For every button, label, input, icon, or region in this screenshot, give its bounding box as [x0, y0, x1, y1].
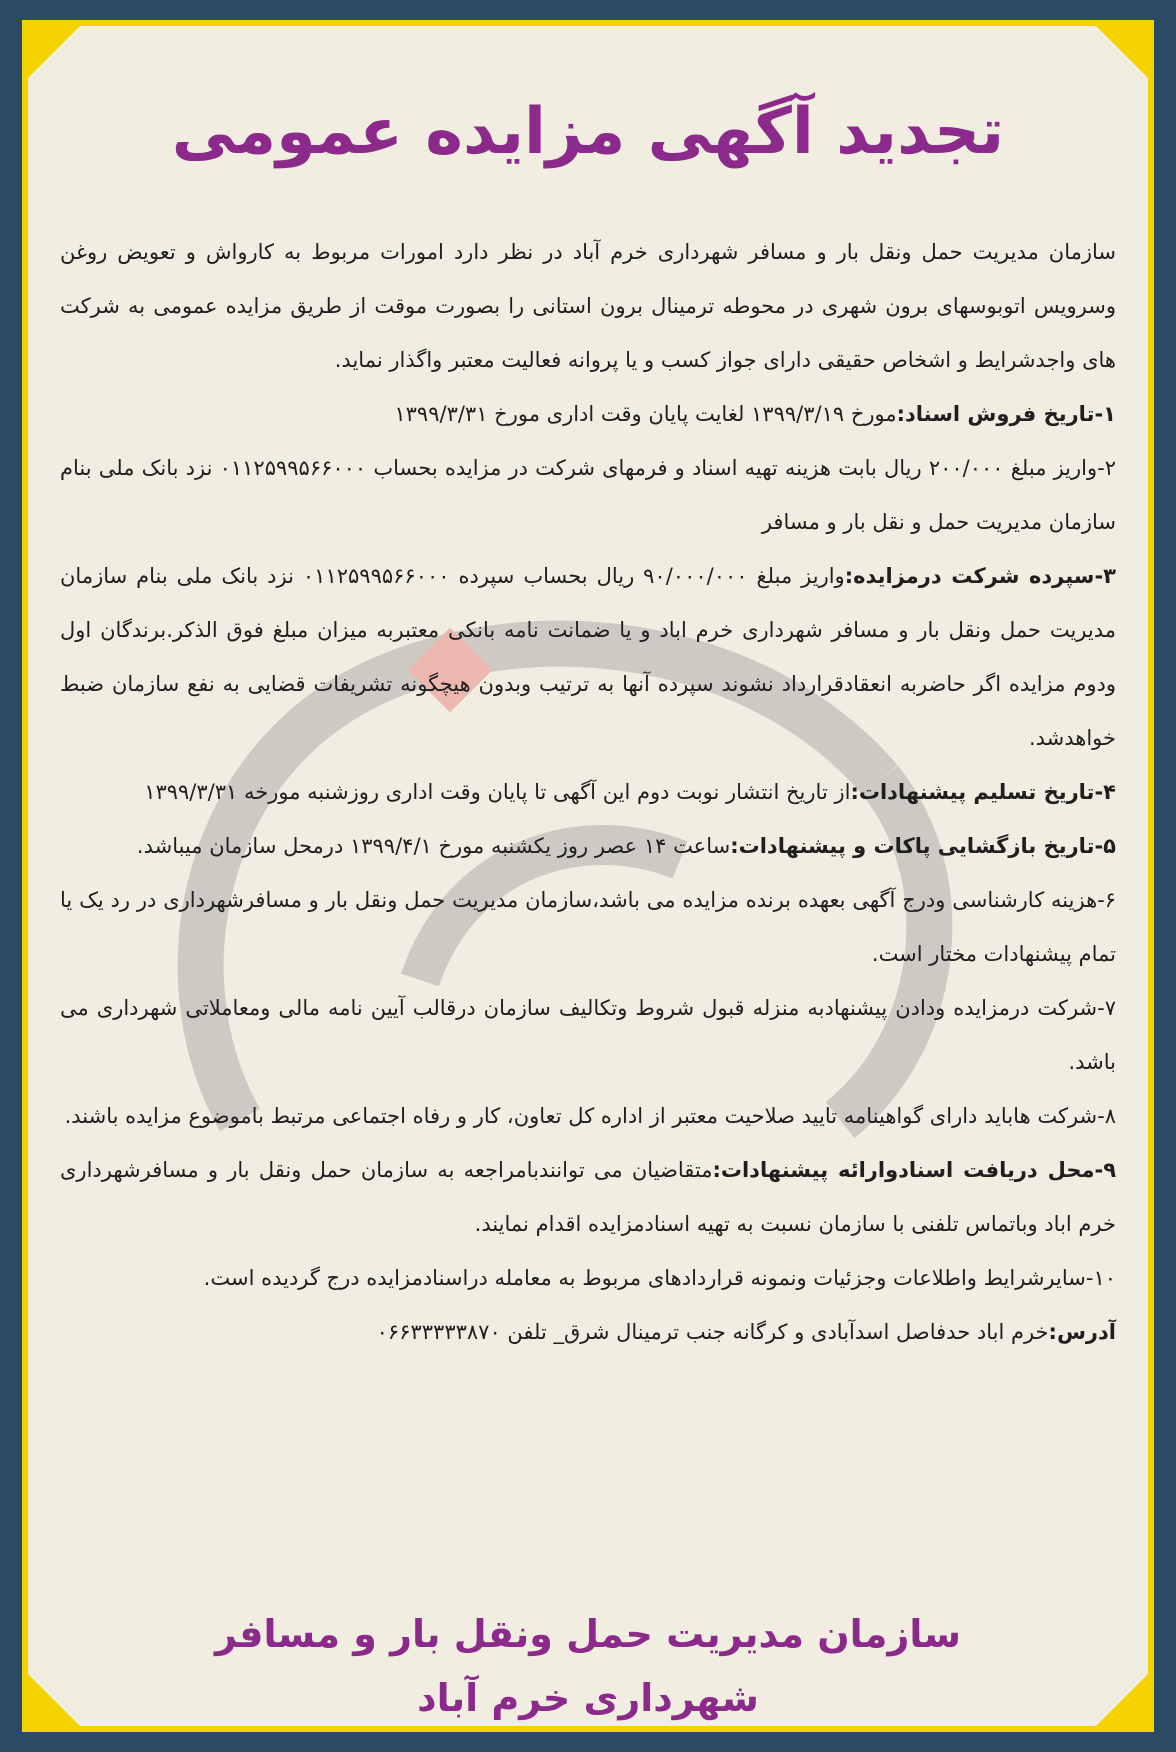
item-label: ۹-محل دریافت اسنادوارائه پیشنهادات:: [712, 1158, 1117, 1182]
item-text: از تاریخ انتشار نوبت دوم این آگهی تا پایان وقت اداری روزشنبه مورخه ۱۳۹۹/۳/۳۱: [144, 780, 851, 804]
item-2: [60, 441, 1116, 549]
address-text: خرم اباد حدفاصل اسدآبادی و کرگانه جنب ترمینال شرق_ تلفن ۰۶۶۳۳۳۳۳۸۷۰: [376, 1320, 1049, 1344]
item-text: ۶-هزینه کارشناسی ودرج آگهی بعهده برنده مزایده می باشد،سازمان مدیریت حمل ونقل بار و مسافرشهرداری در رد یک یا تمام پیشنهادات مختار است.: [60, 888, 1116, 966]
address-line: [60, 1305, 1116, 1359]
item-3: [60, 549, 1116, 765]
item-text: مورخ ۱۳۹۹/۳/۱۹ لغایت پایان وقت اداری مورخ ۱۳۹۹/۳/۳۱: [394, 402, 897, 426]
org-name-line-2: شهرداری خرم آباد: [417, 1676, 759, 1720]
item-label: ۱-تاریخ فروش اسناد:: [896, 402, 1116, 426]
address-label: آدرس:: [1048, 1320, 1116, 1344]
notice-body: [60, 225, 1116, 1359]
item-text: ساعت ۱۴ عصر روز یکشنبه مورخ ۱۳۹۹/۴/۱ درمحل سازمان میباشد.: [136, 834, 731, 858]
item-text: ۷-شرکت درمزایده ودادن پیشنهادبه منزله قبول شروط وتکالیف سازمان درقالب آیین نامه مالی ومعاملاتی شهرداری می باشد.: [60, 996, 1116, 1074]
item-6: [60, 873, 1116, 981]
item-label: ۴-تاریخ تسلیم پیشنهادات:: [850, 780, 1116, 804]
intro-paragraph: سازمان مدیریت حمل ونقل بار و مسافر شهرداری خرم آباد در نظر دارد امورات مربوط به کارواش و تعویض روغن وسرویس اتوبوسهای برون شهری در محوطه ترمینال برون استانی را بصورت موقت از طریق مزایده عمومی به شرکت های واجدشرایط و اشخاص حقیقی دارای جواز کسب و یا پروانه فعالیت معتبر واگذار نماید.: [60, 240, 1116, 372]
item-text: ۲-واریز مبلغ ۲۰۰/۰۰۰ ریال بابت هزینه تهیه اسناد و فرمهای شرکت در مزایده بحساب ۰۱۱۲۵۹۹۵۶۶۰۰۰ نزد بانک ملی بنام سازمان مدیریت حمل و نقل بار و مسافر: [60, 456, 1117, 534]
item-9: [60, 1143, 1116, 1251]
item-5: [60, 819, 1116, 873]
item-text: واریز مبلغ ۹۰/۰۰۰/۰۰۰ ریال بحساب سپرده ۰۱۱۲۵۹۹۵۶۶۰۰۰ نزد بانک ملی بنام سازمان مدیریت حمل ونقل بار و مسافر شهرداری خرم اباد و یا ضمانت نامه بانکی معتبربه میزان مبلغ فوق الذکر.برندگان اول ودوم مزایده اگر حاضربه انعقادقرارداد نشوند سپرده آنها به ترتیب وبدون هیچگونه تشریفات قضایی به نفع سازمان ضبط خواهدشد.: [60, 564, 1116, 750]
org-name-line-1: سازمان مدیریت حمل ونقل بار و مسافر: [215, 1612, 961, 1656]
item-text: ۸-شرکت هاباید دارای گواهینامه تایید صلاحیت معتبر از اداره کل تعاون، کار و رفاه اجتماعی مرتبط باموضوع مزایده باشند.: [64, 1104, 1116, 1128]
item-10: [60, 1251, 1116, 1305]
item-7: [60, 981, 1116, 1089]
item-4: [60, 765, 1116, 819]
organization-signature: [60, 1602, 1116, 1730]
item-label: ۵-تاریخ بازگشایی پاکات و پیشنهادات:: [730, 834, 1116, 858]
notice-title: تجدید آگهی مزایده عمومی: [171, 95, 1005, 169]
item-label: ۳-سپرده شرکت درمزایده:: [844, 564, 1116, 588]
item-text: متقاضیان می توانندبامراجعه به سازمان حمل ونقل بار و مسافرشهرداری خرم اباد وباتماس تلفنی با سازمان نسبت به تهیه اسنادمزایده اقدام نمایند.: [60, 1158, 1116, 1236]
item-8: [60, 1089, 1116, 1143]
item-text: ۱۰-سایرشرایط واطلاعات وجزئیات ونمونه قراردادهای مربوط به معامله دراسنادمزایده درج گردیده است.: [203, 1266, 1116, 1290]
item-1: [60, 387, 1116, 441]
